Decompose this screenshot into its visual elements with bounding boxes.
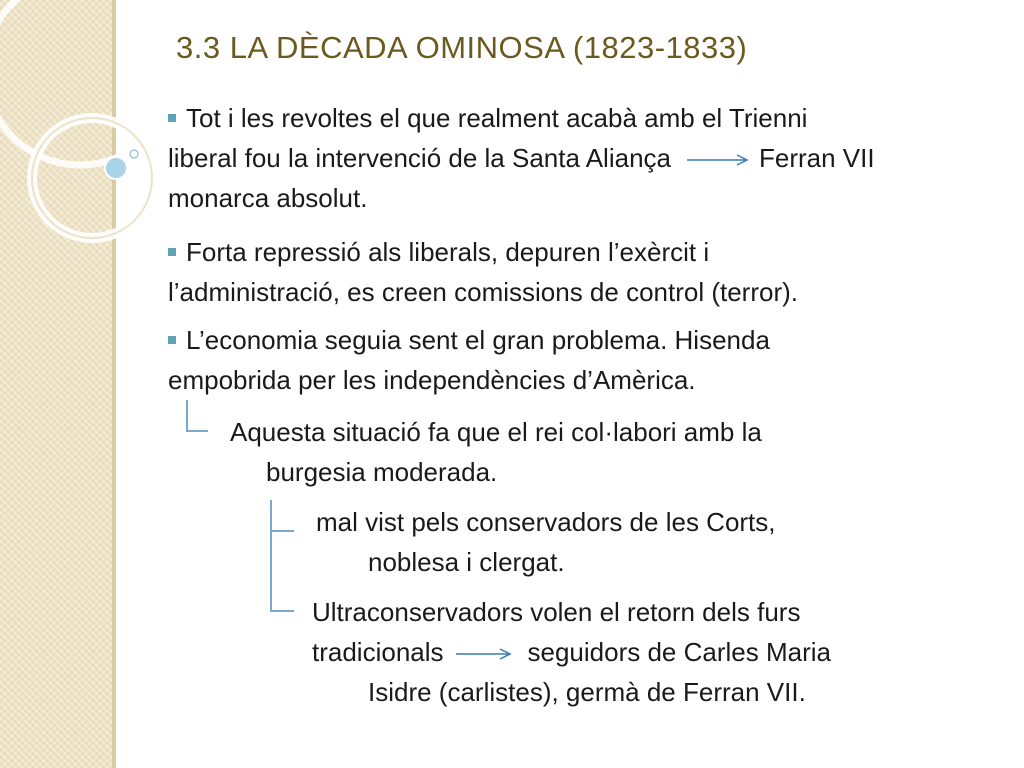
connector-line <box>186 400 208 432</box>
bullet-1-line-2: liberal fou la intervenció de la Santa Aliança Ferran VII <box>168 143 875 173</box>
sub-point-2-line-1: mal vist pels conservadors de les Corts, <box>316 507 776 537</box>
bullet-icon <box>168 114 176 122</box>
sub-point-3-line-1: Ultraconservadors volen el retorn dels furs <box>312 597 801 627</box>
sub-point-1 <box>230 412 762 492</box>
sub-point-3-line-3: Isidre (carlistes), germà de Ferran VII. <box>368 677 806 707</box>
bullet-3 <box>168 320 770 400</box>
bullet-2 <box>168 232 798 312</box>
arrow-right-icon <box>454 644 518 664</box>
sub-point-3 <box>312 592 831 712</box>
bullet-2-line-1: Forta repressió als liberals, depuren l’exèrcit i <box>168 232 798 272</box>
bullet-2-line-2: l’administració, es creen comissions de control (terror). <box>168 277 798 307</box>
slide-title: 3.3 LA DÈCADA OMINOSA (1823-1833) <box>176 30 748 65</box>
connector-line <box>270 500 294 532</box>
sub-point-2 <box>316 502 776 582</box>
sub-point-1-line-1: Aquesta situació fa que el rei col·labori amb la <box>230 417 762 447</box>
deco-dot-icon <box>105 157 127 179</box>
bullet-1-line-1: Tot i les revoltes el que realment acabà amb el Trienni <box>168 98 875 138</box>
bullet-icon <box>168 248 176 256</box>
connector-line <box>270 530 294 612</box>
bullet-icon <box>168 336 176 344</box>
arrow-right-icon <box>685 150 755 170</box>
bullet-1 <box>168 98 875 218</box>
sub-point-3-line-2: tradicionals seguidors de Carles Maria <box>312 637 831 667</box>
bullet-3-line-2: empobrida per les independències d’Amèrica. <box>168 365 696 395</box>
bullet-1-line-3: monarca absolut. <box>168 183 368 213</box>
sub-point-1-line-2: burgesia moderada. <box>266 457 498 487</box>
sub-point-2-line-2: noblesa i clergat. <box>368 547 565 577</box>
bullet-3-line-1: L’economia seguia sent el gran problema. Hisenda <box>168 320 770 360</box>
